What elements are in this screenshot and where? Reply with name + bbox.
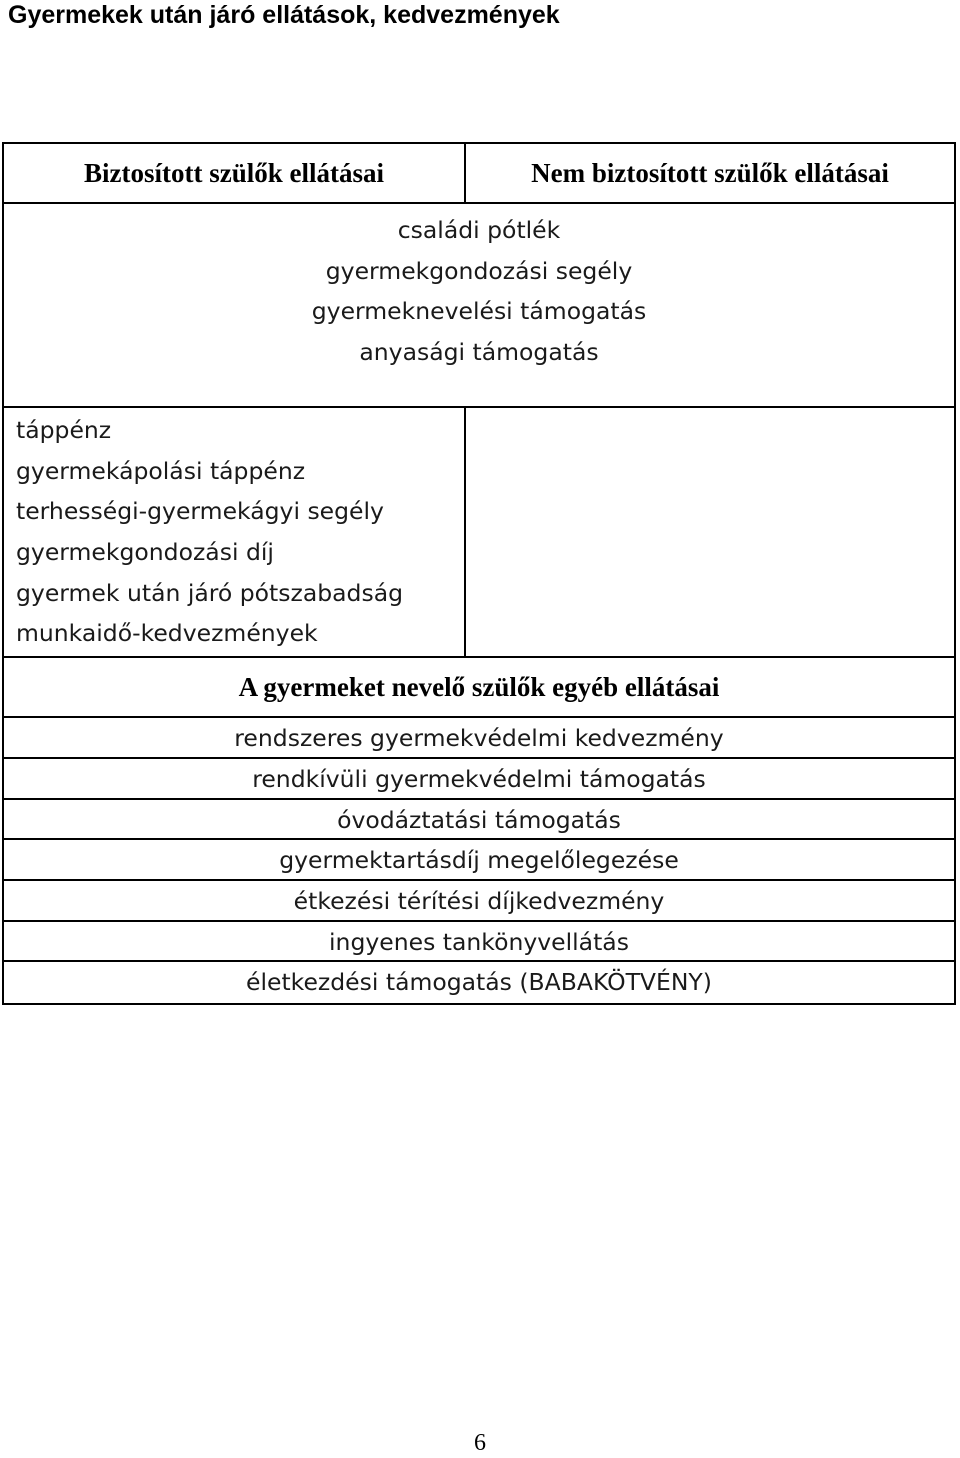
uninsured-column-header: Nem biztosított szülők ellátásai xyxy=(465,143,955,203)
other-benefit-item: ingyenes tankönyvellátás xyxy=(4,922,954,963)
other-benefits-heading-row xyxy=(3,657,955,717)
other-benefit-item: óvodáztatási támogatás xyxy=(4,800,954,841)
other-benefit-item: rendkívüli gyermekvédelmi támogatás xyxy=(4,759,954,800)
common-benefits-cell xyxy=(3,203,955,407)
other-benefits-heading: A gyermeket nevelő szülők egyéb ellátásai xyxy=(3,657,955,717)
table-header-row xyxy=(3,143,955,203)
insured-benefits-row xyxy=(3,407,955,657)
other-benefit-item: életkezdési támogatás (BABAKÖTVÉNY) xyxy=(246,968,712,997)
other-benefit-item: rendszeres gyermekvédelmi kedvezmény xyxy=(4,718,954,759)
page-title: Gyermekek után járó ellátások, kedvezmények xyxy=(8,1,560,29)
common-benefits-row xyxy=(3,203,955,407)
page-number: 6 xyxy=(474,1430,486,1456)
common-benefit-item: gyermeknevelési támogatás xyxy=(311,297,647,326)
insured-column-header: Biztosított szülők ellátásai xyxy=(3,143,465,203)
other-benefits-cell xyxy=(3,717,955,1004)
insured-benefits-cell xyxy=(3,407,465,657)
insured-benefit-item: terhességi-gyermekágyi segély xyxy=(16,497,384,526)
common-benefit-item: anyasági támogatás xyxy=(359,338,599,367)
other-benefits-row xyxy=(3,717,955,1004)
other-benefit-item: gyermektartásdíj megelőlegezése xyxy=(4,840,954,881)
insured-benefit-item: munkaidő-kedvezmények xyxy=(16,619,318,648)
other-benefit-item: étkezési térítési díjkedvezmény xyxy=(4,881,954,922)
insured-benefit-item: táppénz xyxy=(16,416,112,444)
benefits-table xyxy=(2,142,956,1005)
insured-benefit-item: gyermekgondozási díj xyxy=(16,538,274,567)
common-benefit-item: családi pótlék xyxy=(397,216,561,244)
insured-benefit-item: gyermekápolási táppénz xyxy=(16,456,306,485)
insured-benefit-item: gyermek után járó pótszabadság xyxy=(16,578,404,607)
uninsured-benefits-cell-empty xyxy=(465,407,955,657)
common-benefit-item: gyermekgondozási segély xyxy=(325,256,633,285)
